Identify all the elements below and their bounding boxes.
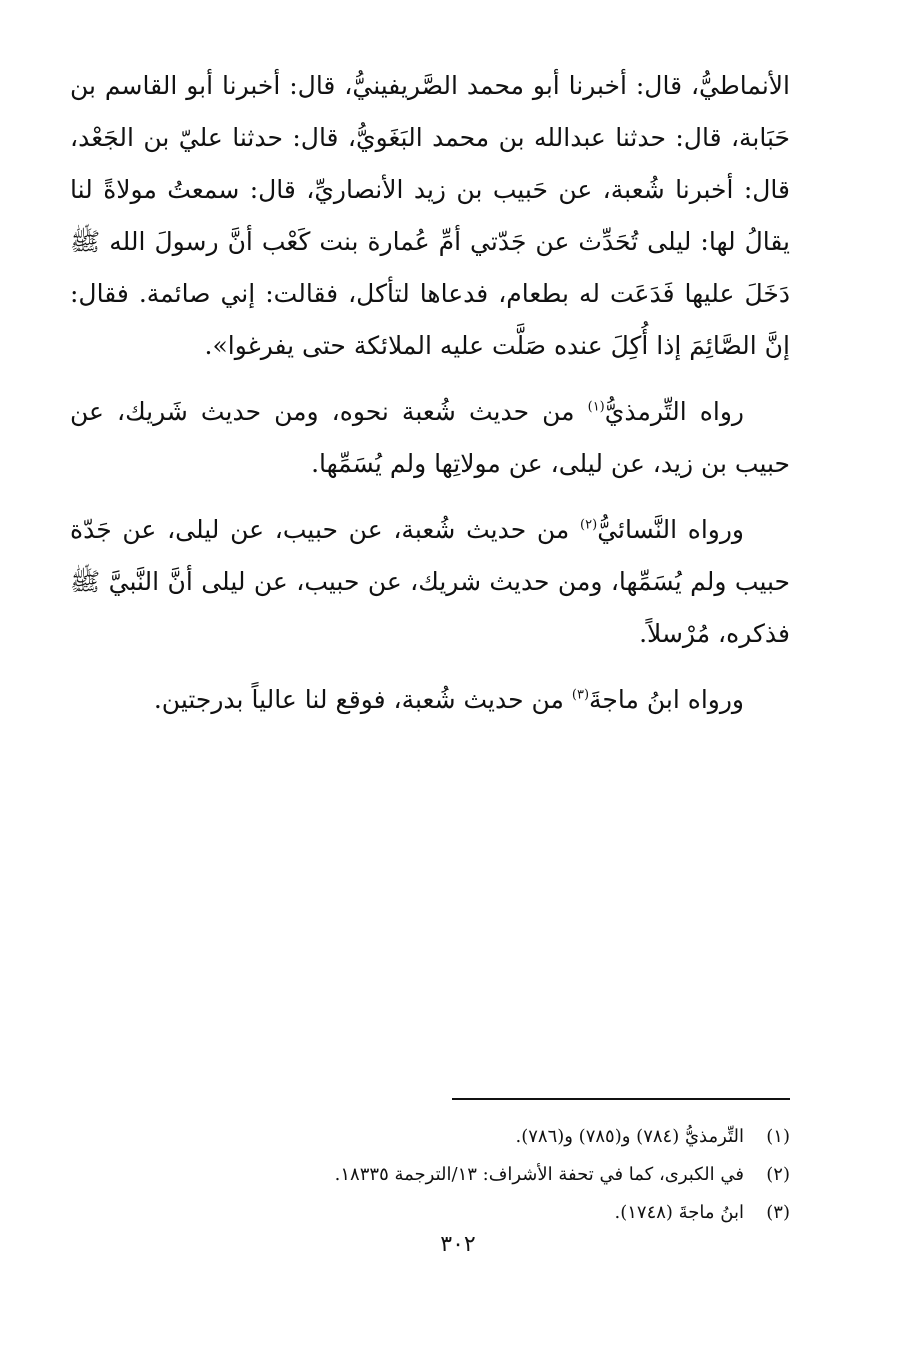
footnote-divider: [452, 1098, 790, 1100]
footnote-number: (١): [766, 1126, 790, 1147]
paragraph-3-rest: من حديث شُعبة، عن حبيب، عن ليلى، عن جَدّة حبيب ولم يُسَمِّها، ومن حديث شريك، عن حبيب، عن ليلى أنَّ النَّبيَّ ﷺ فذكره، مُرْسلاً.: [70, 515, 790, 648]
footnotes: [100, 1118, 790, 1232]
footnote-1: [100, 1118, 790, 1156]
footnote-text: ابنُ ماجةَ (١٧٤٨).: [614, 1202, 744, 1223]
paragraph-4-rest: من حديث شُعبة، فوقع لنا عالياً بدرجتين.: [153, 685, 572, 714]
footnote-2: [100, 1156, 790, 1194]
paragraph-2-rest: من حديث شُعبة نحوه، ومن حديث شَريك، عن حبيب بن زيد، عن ليلى، عن مولاتِها ولم يُسَمِّها.: [70, 397, 790, 478]
footnote-ref-3: (٣): [571, 687, 590, 703]
paragraph-2: [70, 386, 790, 490]
paragraph-2-start: رواه التِّرمذيُّ: [604, 397, 744, 426]
paragraph-1: الأنماطيُّ، قال: أخبرنا أبو محمد الصَّريفينيُّ، قال: أخبرنا أبو القاسم بن حَبَابة، قال: حدثنا عبدالله بن محمد البَغَويُّ، قال: حدثنا عليّ بن الجَعْد، قال: أخبرنا شُعبة، عن حَبيب بن زيد الأنصاريِّ، قال: سمعتُ مولاةً لنا يقالُ لها: ليلى تُحَدِّث عن جَدّتي أمِّ عُمارة بنت كَعْب أنَّ رسولَ الله ﷺ دَخَلَ عليها فَدَعَت له بطعام، فدعاها لتأكل، فقالت: إني صائمة. فقال: إنَّ الصَّائِمَ إذا أُكِلَ عنده صَلَّت عليه الملائكة حتى يفرغوا».: [70, 71, 790, 360]
footnote-ref-2: (٢): [580, 517, 598, 533]
footnote-text: التِّرمذيُّ (٧٨٤) و(٧٨٥) و(٧٨٦).: [515, 1126, 744, 1147]
footnote-text: في الكبرى، كما في تحفة الأشراف: ١٣/الترجمة ١٨٣٣٥.: [334, 1164, 744, 1185]
paragraph-4: [70, 674, 790, 726]
footnote-3: [100, 1194, 790, 1232]
paragraph-3-start: ورواه النَّسائيُّ: [597, 515, 744, 544]
footnote-ref-1: (١): [587, 399, 605, 415]
page-number: ٣٠٢: [440, 1232, 476, 1257]
page-body: [70, 60, 790, 726]
footnote-number: (٣): [766, 1202, 790, 1223]
paragraph-4-start: ورواه ابنُ ماجةَ: [589, 685, 744, 714]
footnote-number: (٢): [766, 1164, 790, 1185]
paragraph-3: [70, 504, 790, 660]
main-text: [70, 60, 790, 726]
